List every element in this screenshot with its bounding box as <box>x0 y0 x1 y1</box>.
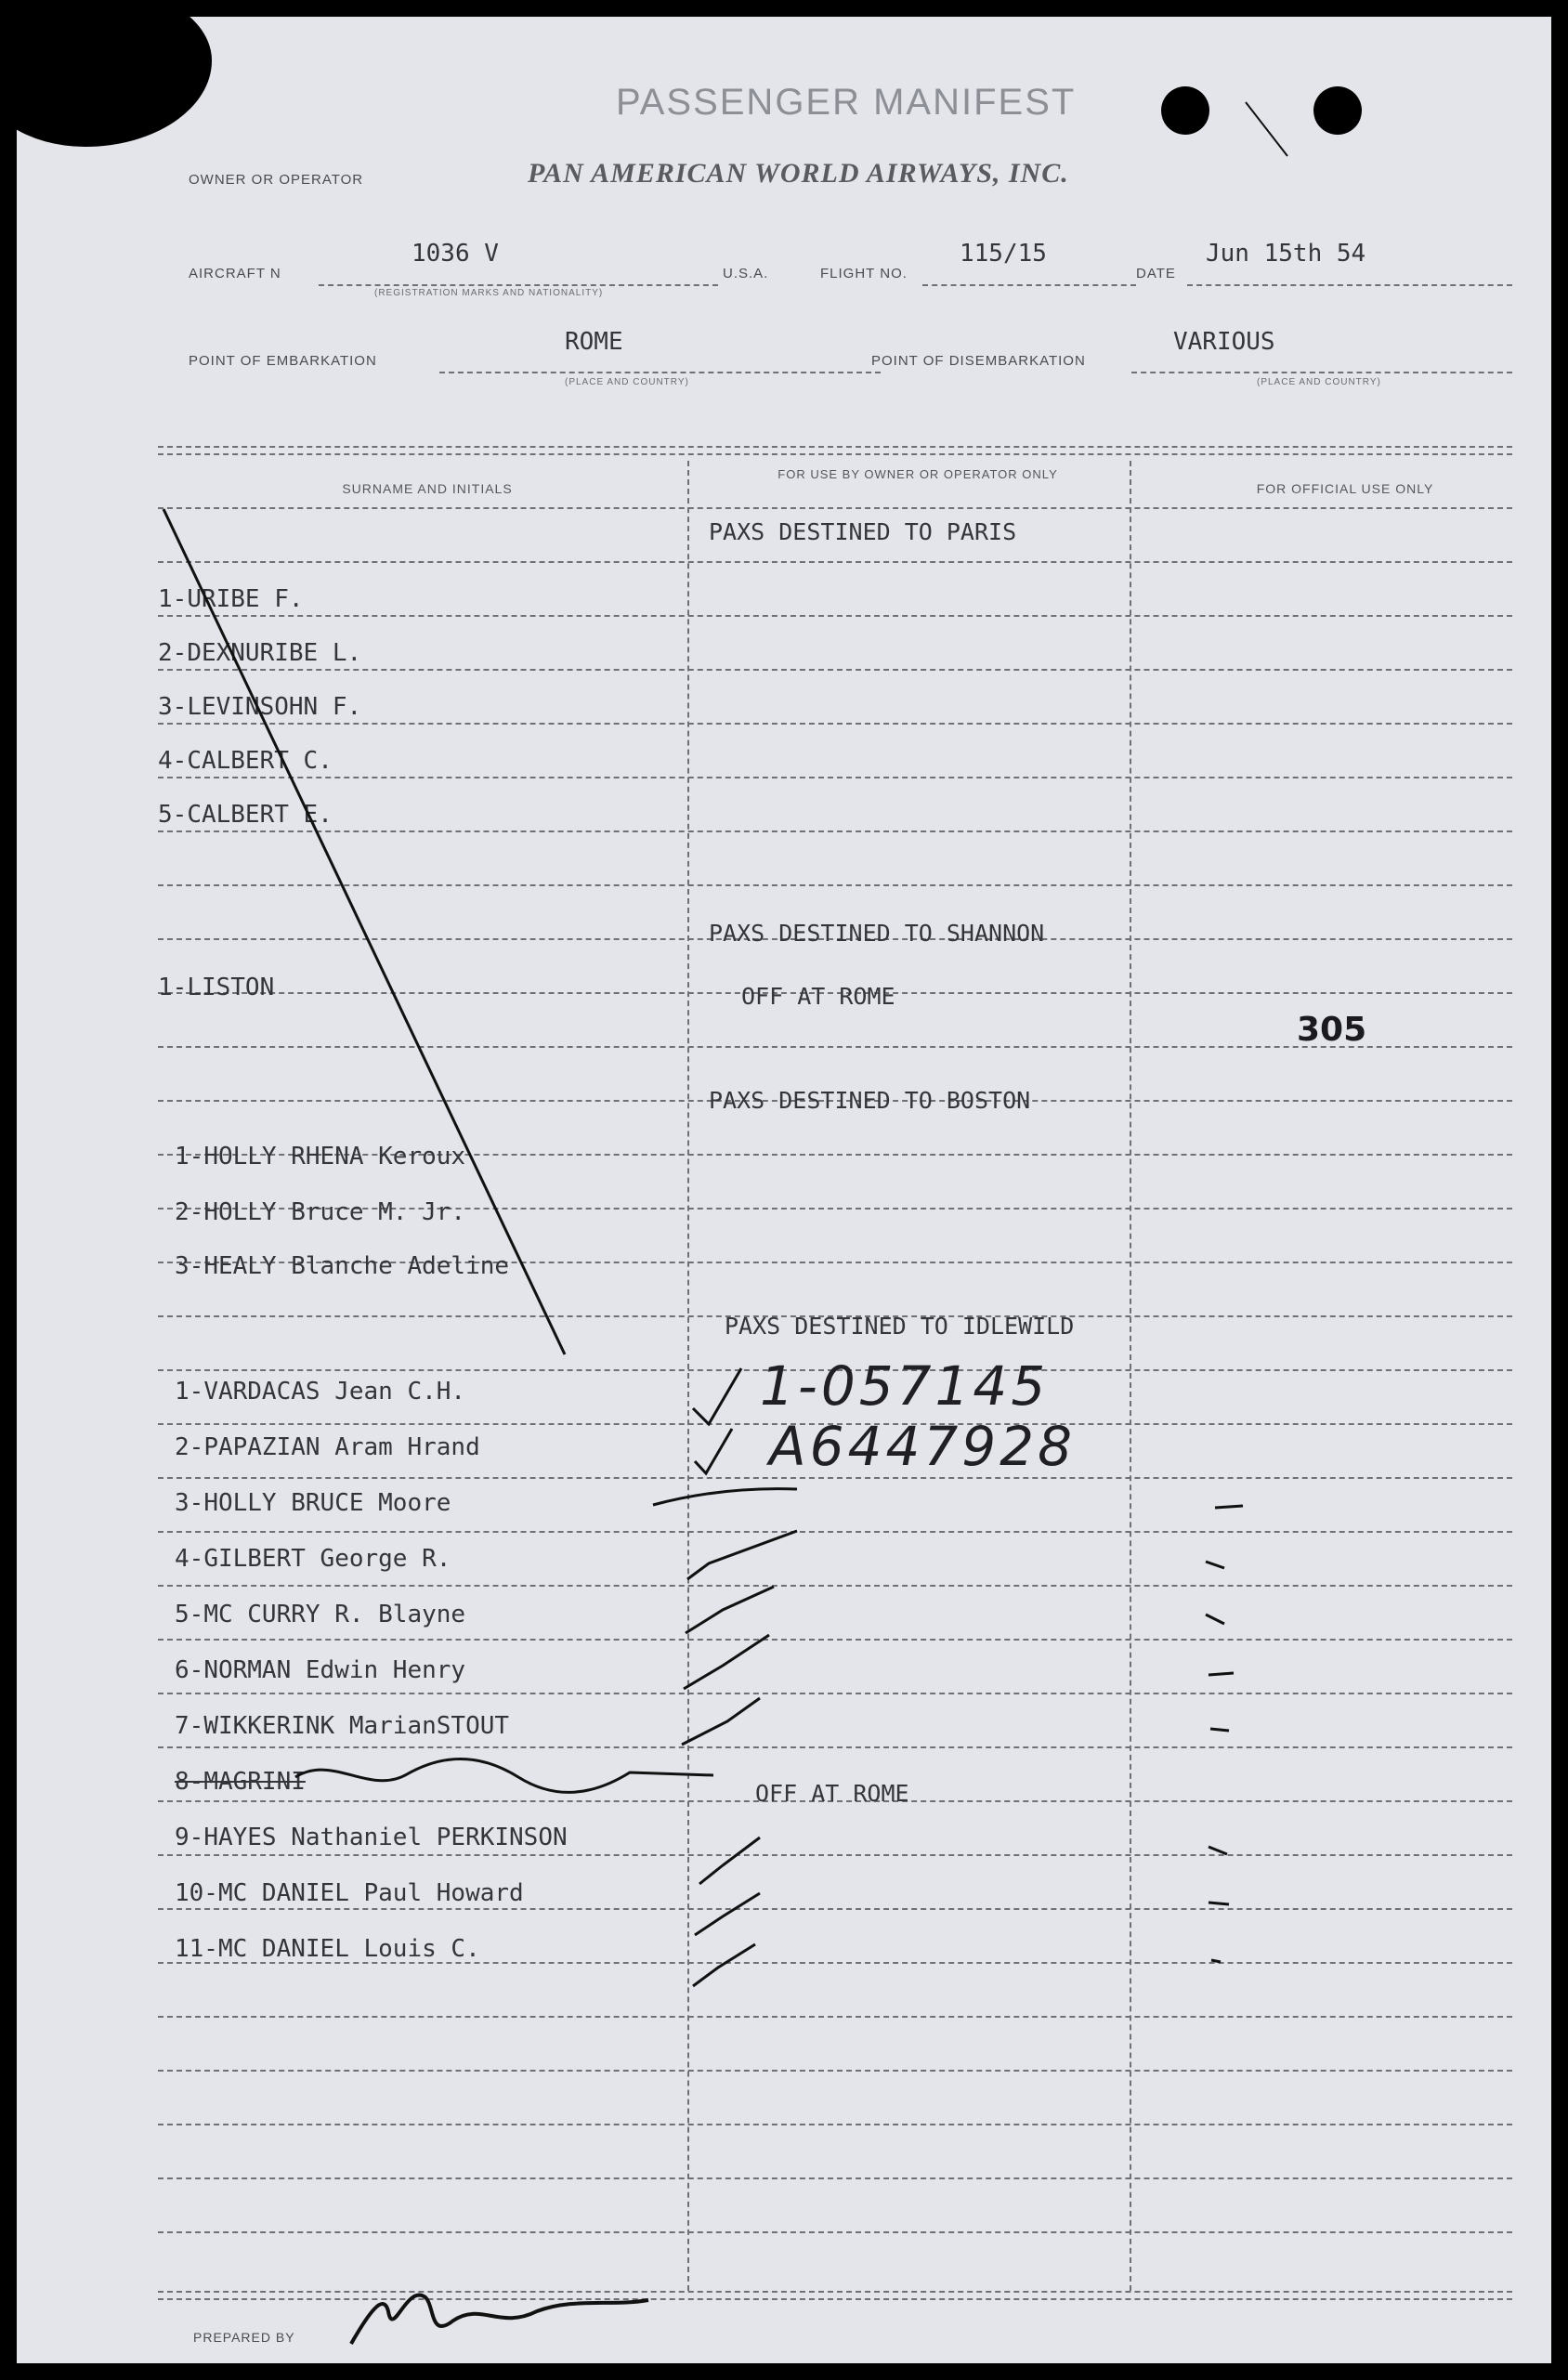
passenger-name: GILBERT George R. <box>203 1545 451 1573</box>
col-header-official: FOR OFFICIAL USE ONLY <box>1256 481 1434 496</box>
passenger-name: HAYES Nathaniel PERKINSON <box>203 1824 568 1851</box>
row-number: 5- <box>175 1601 204 1628</box>
date-label: DATE <box>1136 266 1176 281</box>
passenger-name: WIKKERINK MarianSTOUT <box>203 1712 510 1740</box>
wavy-strike-line <box>295 1759 713 1792</box>
stamp-number: 305 <box>1297 1011 1367 1049</box>
row-number: 1- <box>158 585 188 613</box>
row-number: 2- <box>158 639 188 667</box>
passenger-name: MC DANIEL Paul Howard <box>217 1879 524 1907</box>
passenger-name: HOLLY Bruce M. Jr. <box>203 1198 466 1226</box>
company-name: PAN AMERICAN WORLD AIRWAYS, INC. <box>528 158 1069 189</box>
passenger-name: PAPAZIAN Aram Hrand <box>203 1433 480 1461</box>
pen-marks-overlay <box>17 17 1551 2363</box>
passenger-name: URIBE F. <box>187 585 304 613</box>
disembarkation-value: VARIOUS <box>1173 328 1275 356</box>
row-number: 4- <box>175 1545 204 1573</box>
passenger-name: MAGRINI <box>203 1768 306 1796</box>
passenger-name: HOLLY BRUCE Moore <box>203 1489 451 1517</box>
flight-value: 115/15 <box>960 240 1047 268</box>
group-heading-paris: PAXS DESTINED TO PARIS <box>709 518 1017 545</box>
group-heading-idlewild: PAXS DESTINED TO IDLEWILD <box>725 1313 1075 1340</box>
passenger-name: LISTON <box>187 974 275 1001</box>
owner-label: OWNER OR OPERATOR <box>189 172 364 188</box>
passenger-name: HEALY Blanche Adeline <box>203 1252 510 1280</box>
prepared-by-label: PREPARED BY <box>193 2330 295 2345</box>
passenger-name: VARDACAS Jean C.H. <box>203 1378 466 1406</box>
off-at-rome-note: OFF AT ROME <box>741 983 895 1010</box>
group-heading-shannon: PAXS DESTINED TO SHANNON <box>709 920 1045 947</box>
row-number: 8- <box>175 1768 204 1796</box>
handwritten-number-1: 1-057145 <box>760 1354 1050 1418</box>
row-number: 3- <box>175 1489 204 1517</box>
row-number: 3- <box>158 693 188 721</box>
group-heading-boston: PAXS DESTINED TO BOSTON <box>709 1087 1031 1114</box>
row-number: 9- <box>175 1824 204 1851</box>
row-number: 7- <box>175 1712 204 1740</box>
row-number: 1- <box>175 1378 204 1406</box>
signature <box>351 2295 648 2344</box>
passenger-name: DEXNURIBE L. <box>187 639 362 667</box>
row-number: 3- <box>175 1252 204 1280</box>
row-number: 1- <box>158 974 188 1001</box>
embarkation-label: POINT OF EMBARKATION <box>189 353 377 369</box>
passenger-name: MC DANIEL Louis C. <box>217 1935 480 1963</box>
passenger-name: CALBERT E. <box>187 801 333 829</box>
country-code: U.S.A. <box>723 266 769 281</box>
top-pen-dash <box>1246 102 1287 156</box>
off-at-rome-note-2: OFF AT ROME <box>755 1780 909 1807</box>
passenger-name: MC CURRY R. Blayne <box>203 1601 466 1628</box>
col-header-owner-use: FOR USE BY OWNER OR OPERATOR ONLY <box>777 467 1058 481</box>
manifest-sheet <box>17 17 1551 2363</box>
form-title: PASSENGER MANIFEST <box>616 82 1077 123</box>
handwritten-number-2: A6447928 <box>769 1415 1076 1478</box>
row-number: 5- <box>158 801 188 829</box>
check-marks <box>653 1368 797 1986</box>
embarkation-value: ROME <box>565 328 623 356</box>
passenger-name: NORMAN Edwin Henry <box>203 1656 466 1684</box>
disembarkation-place-note: (PLACE AND COUNTRY) <box>1257 377 1381 387</box>
row-number: 2- <box>175 1433 204 1461</box>
passenger-name: LEVINSOHN F. <box>187 693 362 721</box>
embarkation-place-note: (PLACE AND COUNTRY) <box>565 377 689 387</box>
strike-through-diagonal-line <box>163 509 565 1354</box>
passenger-name: HOLLY RHENA Keroux <box>203 1143 466 1170</box>
date-value: Jun 15th 54 <box>1206 240 1366 268</box>
aircraft-label: AIRCRAFT N <box>189 266 281 281</box>
aircraft-value: 1036 V <box>412 240 499 268</box>
row-number: 2- <box>175 1198 204 1226</box>
row-number: 10- <box>175 1879 218 1907</box>
registration-note: (REGISTRATION MARKS AND NATIONALITY) <box>374 288 604 298</box>
row-number: 6- <box>175 1656 204 1684</box>
row-number: 4- <box>158 747 188 775</box>
flight-label: FLIGHT NO. <box>820 266 908 281</box>
row-number: 1- <box>175 1143 204 1170</box>
disembarkation-label: POINT OF DISEMBARKATION <box>871 353 1086 369</box>
official-tick-marks <box>1206 1506 1243 1962</box>
row-number: 11- <box>175 1935 218 1963</box>
passenger-name: CALBERT C. <box>187 747 333 775</box>
col-header-surname: SURNAME AND INITIALS <box>342 481 513 496</box>
